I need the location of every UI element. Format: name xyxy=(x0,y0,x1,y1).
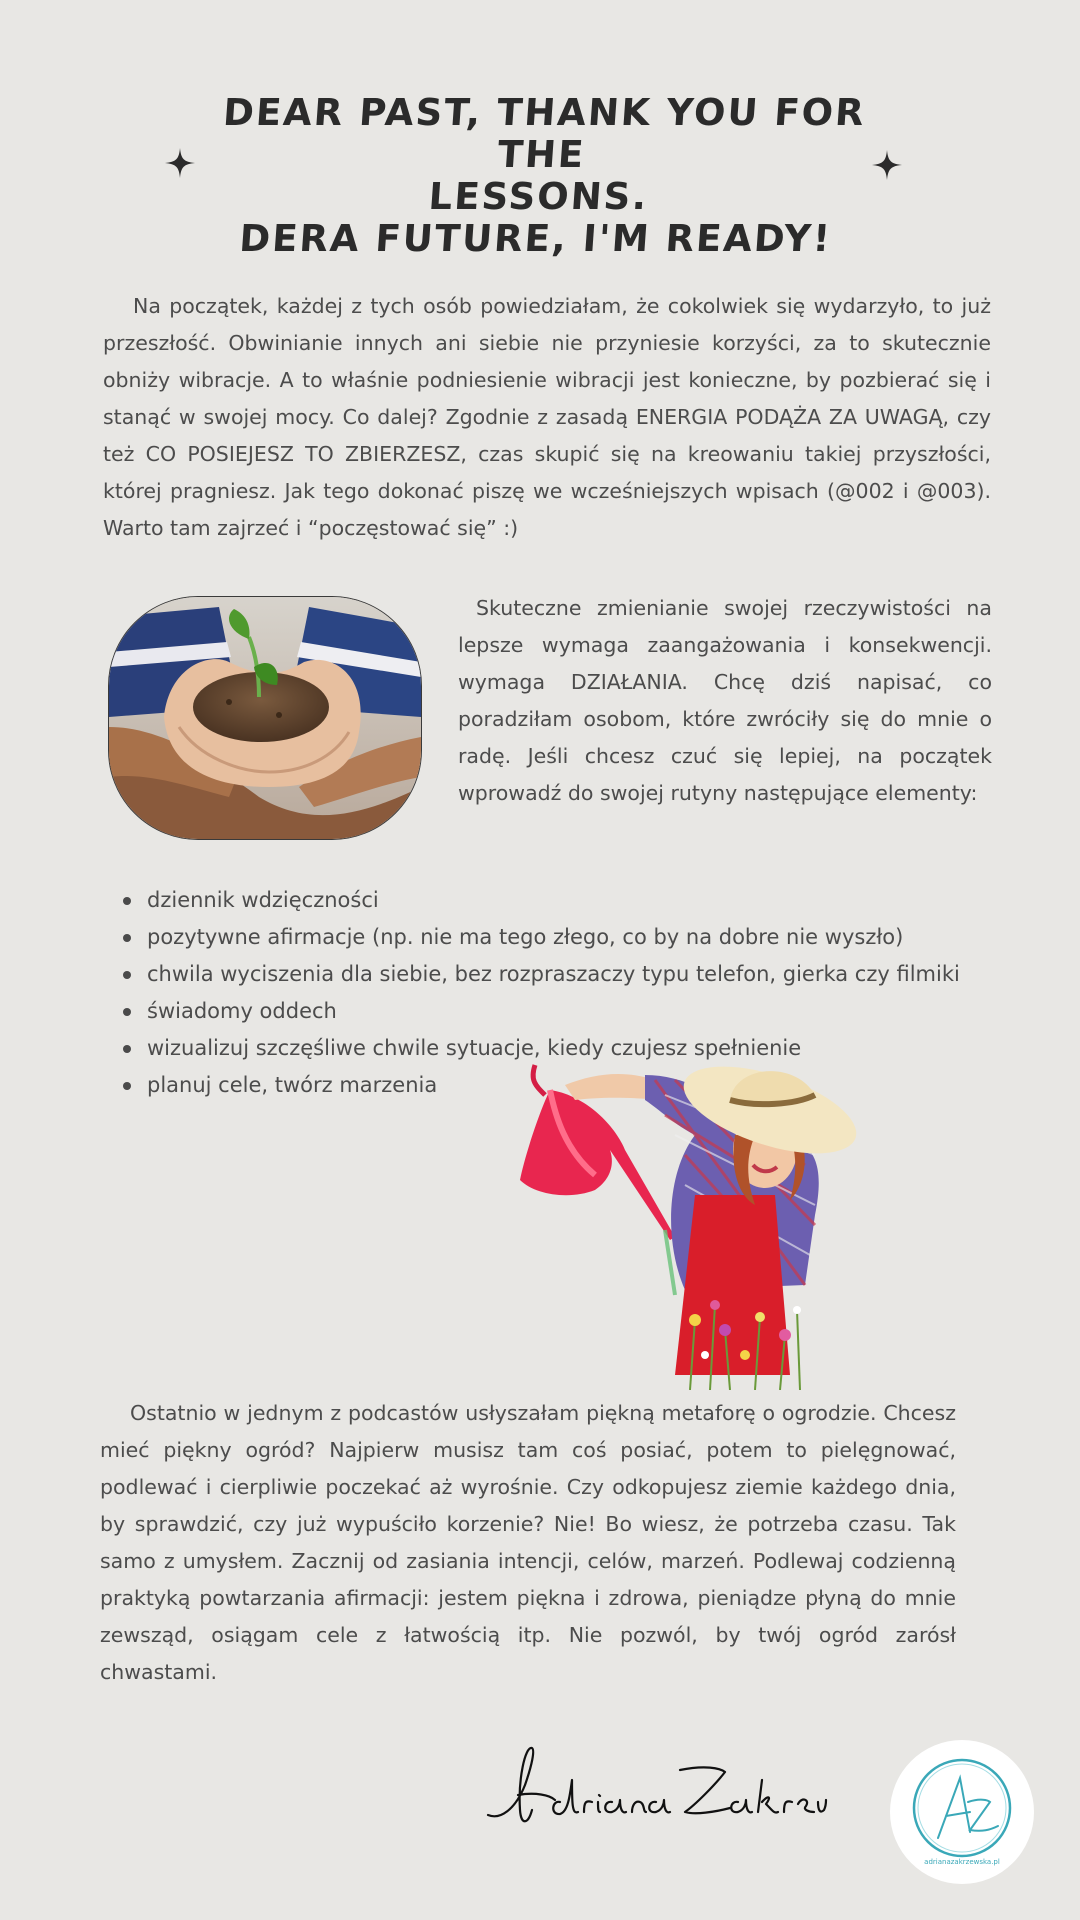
list-item: wizualizuj szczęśliwe chwile sytuacje, kiedy czujesz spełnienie xyxy=(147,1030,960,1067)
title-line-3: DERA FUTURE, I'M READY! xyxy=(238,217,834,260)
intro-paragraph: Na początek, każdej z tych osób powiedziałam, że cokolwiek się wydarzyło, to już przeszłość. Obwinianie innych ani siebie nie przyniesie korzyści, za to skutecznie obniży wibracje. A to właśnie podniesienie wibracji jest konieczne, by pozbierać się i stanąć w swojej mocy. Co dalej? Zgodnie z zasadą ENERGIA PODĄŻA ZA UWAGĄ, czy też CO POSIEJESZ TO ZBIERZESZ, czas skupić się na kreowaniu takiej przyszłości, której pragniesz. Jak tego dokonać piszę we wcześniejszych wpisach (@002 i @003). Warto tam zajrzeć i “poczęstować się” :) xyxy=(103,294,991,540)
title-line-2: LESSONS. xyxy=(427,175,650,218)
seedling-in-hands-photo xyxy=(108,596,422,840)
list-item: planuj cele, twórz marzenia xyxy=(147,1067,960,1104)
brand-logo xyxy=(890,1740,1034,1884)
list-item: świadomy oddech xyxy=(147,993,960,1030)
sparkle-right-icon xyxy=(872,150,902,180)
handwritten-signature xyxy=(480,1740,830,1835)
title-line-1: DEAR PAST, THANK YOU FOR THE xyxy=(221,91,868,176)
list-item: chwila wyciszenia dla siebie, bez rozpraszaczy typu telefon, gierka czy filmiki xyxy=(147,956,960,993)
page-title xyxy=(204,92,876,260)
list-item: pozytywne afirmacje (np. nie ma tego złego, co by na dobre nie wyszło) xyxy=(147,919,960,956)
woman-watering-flowers-photo xyxy=(515,1055,925,1390)
list-item: dziennik wdzięczności xyxy=(147,882,960,919)
garden-metaphor-paragraph: Ostatnio w jednym z podcastów usłyszałam piękną metaforę o ogrodzie. Chcesz mieć piękny ogród? Najpierw musisz tam coś posiać, potem to pielęgnować, podlewać i cierpliwie poczekać aż wyrośnie. Czy odkopujesz ziemie każdego dnia, by sprawdzić, czy już wypuściło korzenie? Nie! Bo wiesz, że potrzeba czasu. Tak samo z umysłem. Zacznij od zasiania intencji, celów, marzeń. Podlewaj codzienną praktyką powtarzania afirmacji: jestem piękna i zdrowa, pieniądze płyną do mnie zewsząd, osiągam cele z łatwością itp. Nie pozwól, by twój ogród zarósł chwastami. xyxy=(100,1401,956,1684)
logo-caption: adrianazakrzewska.pl xyxy=(924,1858,1000,1866)
action-paragraph: Skuteczne zmienianie swojej rzeczywistości na lepsze wymaga zaangażowania i konsekwencji. wymaga DZIAŁANIA. Chcę dziś napisać, co poradziłam osobom, które zwróciły się do mnie o radę. Jeśli chcesz czuć się lepiej, na początek wprowadź do swojej rutyny następujące elementy: xyxy=(458,596,992,805)
sparkle-left-icon xyxy=(165,148,195,178)
